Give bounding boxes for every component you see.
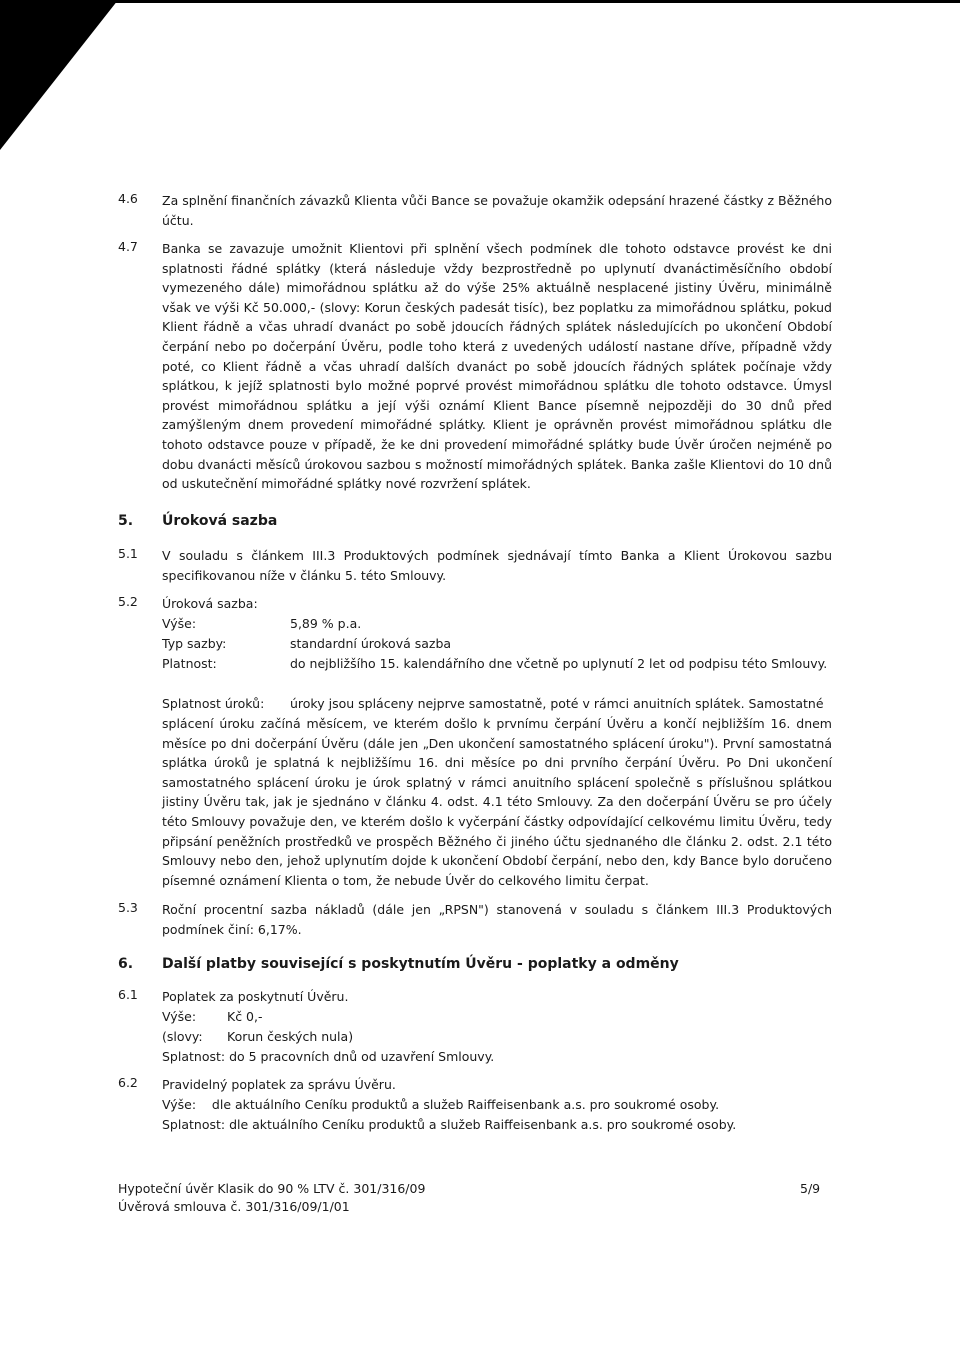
validity-value: do nejbližšího 15. kalendářního dne včetně po uplynutí 2 let od podpisu této Smlouvy. xyxy=(290,656,828,671)
heading-fees: Další platby související s poskytnutím Úvěru - poplatky a odměny xyxy=(162,956,679,972)
paragraph-5-1: V souladu s článkem III.3 Produktových podmínek sjednávají tímto Banka a Klient Úrokovou sazbu specifikovanou níže v článku 5. této Smlouvy. xyxy=(162,548,832,583)
validity-label: Platnost: xyxy=(162,656,217,671)
section-number: 6.2 xyxy=(118,1075,138,1090)
footer-contract-number: Úvěrová smlouva č. 301/316/09/1/01 xyxy=(118,1199,350,1214)
rate-label: Výše: xyxy=(162,616,197,631)
admin-fee-due: Splatnost: dle aktuálního Ceníku produktů a služeb Raiffeisenbank a.s. pro soukromé osoby. xyxy=(162,1117,737,1132)
fee-title: Poplatek za poskytnutí Úvěru. xyxy=(162,989,349,1004)
interest-due-text: splácení úroku začíná měsícem, ve kterém došlo k prvnímu čerpání Úvěru a končí nejbližším 16. dnem měsíce po dni dočerpání Úvěru (dále jen „Den ukončení samostatného splácení úroku"). První samostatná splátka úroků je splatná k nejbližšímu 16. dni měsíce po dni prvního čerpání Úvěru. Po Dni ukončení samostatného splácení úroku je úrok splatný v rámci anuitního splácení společně s příslušnou splátkou jistiny Úvěru tak, jak je sjednáno v článku 4. odst. 4.1 této Smlouvy. Za den dočerpání Úvěru se pro účely této Smlouvy považuje den, ve kterém došlo k vyčerpání částky odpovídající celkovému limitu Úvěru, tedy připsání peněžních prostředků ve prospěch Běžného či jiného účtu sjednaného dle článku 2. odst. 2.1 této Smlouvy nebo den, jehož uplynutím dojde k ukončení Období čerpání, nebo den, kdy Bance bylo doručeno písemné oznámení Klienta o tom, že nebude Úvěr do celkového limitu čerpat. xyxy=(162,716,832,888)
interest-rate-title: Úroková sazba: xyxy=(162,596,258,611)
footer-product: Hypoteční úvěr Klasik do 90 % LTV č. 301/316/09 xyxy=(118,1181,426,1196)
heading-number: 6. xyxy=(118,956,134,972)
fee-words-label: (slovy: xyxy=(162,1029,203,1044)
paragraph-4-6: Za splnění finančních závazků Klienta vůči Bance se považuje okamžik odepsání hrazené částky z Běžného účtu. xyxy=(162,193,832,228)
heading-number: 5. xyxy=(118,513,134,529)
fee-amount-label: Výše: xyxy=(162,1009,197,1024)
heading-interest-rate: Úroková sazba xyxy=(162,513,278,529)
admin-fee-amount: Výše: dle aktuálního Ceníku produktů a služeb Raiffeisenbank a.s. pro soukromé osoby. xyxy=(162,1097,720,1112)
fee-amount-value: Kč 0,- xyxy=(227,1009,263,1024)
fee-due: Splatnost: do 5 pracovních dnů od uzavření Smlouvy. xyxy=(162,1049,495,1064)
interest-due-label: Splatnost úroků: xyxy=(162,696,265,711)
paragraph-4-7: Banka se zavazuje umožnit Klientovi při splnění všech podmínek dle tohoto odstavce provést ke dni splatnosti řádné splátky (která následuje vždy bezprostředně po uplynutí dvanáctiměsíčního období vymezeného dále) mimořádnou splátku až do výše 25% aktuálně nesplacené jistiny Úvěru, minimálně však ve výši Kč 50.000,- (slovy: Korun českých padesát tisíc), bez poplatku za mimořádnou splátku, pokud Klient řádně a včas uhradí dvanáct po sobě jdoucích řádných splátek následujících po ukončení Období čerpání nebo po dočerpání Úvěru, podle toho která z uvedených událostí nastane dříve, případně vždy poté, co Klient řádně a včas uhradí dalších dvanáct po sobě jdoucích řádných splátek počínaje vždy splátkou, k jejíž splatnosti bylo možné poprvé provést mimořádnou splátku dle tohoto odstavce. Úmysl provést mimořádnou splátku a její výši oznámí Klient Bance písemně nejpozději do 30 dnů před zamýšleným dnem provedení mimořádné splátky. Klient je oprávněn provést mimořádnou splátku dle tohoto odstavce pouze v případě, že ke dni provedení mimořádné splátky bude Úvěr úročen nejméně po dobu dvanácti měsíců úrokovou sazbou s možností mimořádných splátek. Banka zašle Klientovi do 10 dnů od uskutečnění mimořádné splátky nové rozvržení splátek. xyxy=(162,241,832,492)
section-number: 4.7 xyxy=(118,239,138,254)
section-number: 6.1 xyxy=(118,987,138,1002)
section-number: 5.2 xyxy=(118,594,138,609)
rate-value: 5,89 % p.a. xyxy=(290,616,362,631)
fee-words-value: Korun českých nula) xyxy=(227,1029,354,1044)
interest-due-first-line: úroky jsou spláceny nejprve samostatně, poté v rámci anuitních splátek. Samostatné xyxy=(290,696,824,711)
paragraph-5-3: Roční procentní sazba nákladů (dále jen „RPSN") stanovená v souladu s článkem III.3 Produktových podmínek činí: 6,17%. xyxy=(162,902,832,937)
admin-fee-title: Pravidelný poplatek za správu Úvěru. xyxy=(162,1077,396,1092)
section-number: 5.1 xyxy=(118,546,138,561)
section-number: 4.6 xyxy=(118,191,138,206)
page-number: 5/9 xyxy=(800,1181,821,1196)
section-number: 5.3 xyxy=(118,900,138,915)
rate-type-label: Typ sazby: xyxy=(162,636,227,651)
rate-type-value: standardní úroková sazba xyxy=(290,636,452,651)
